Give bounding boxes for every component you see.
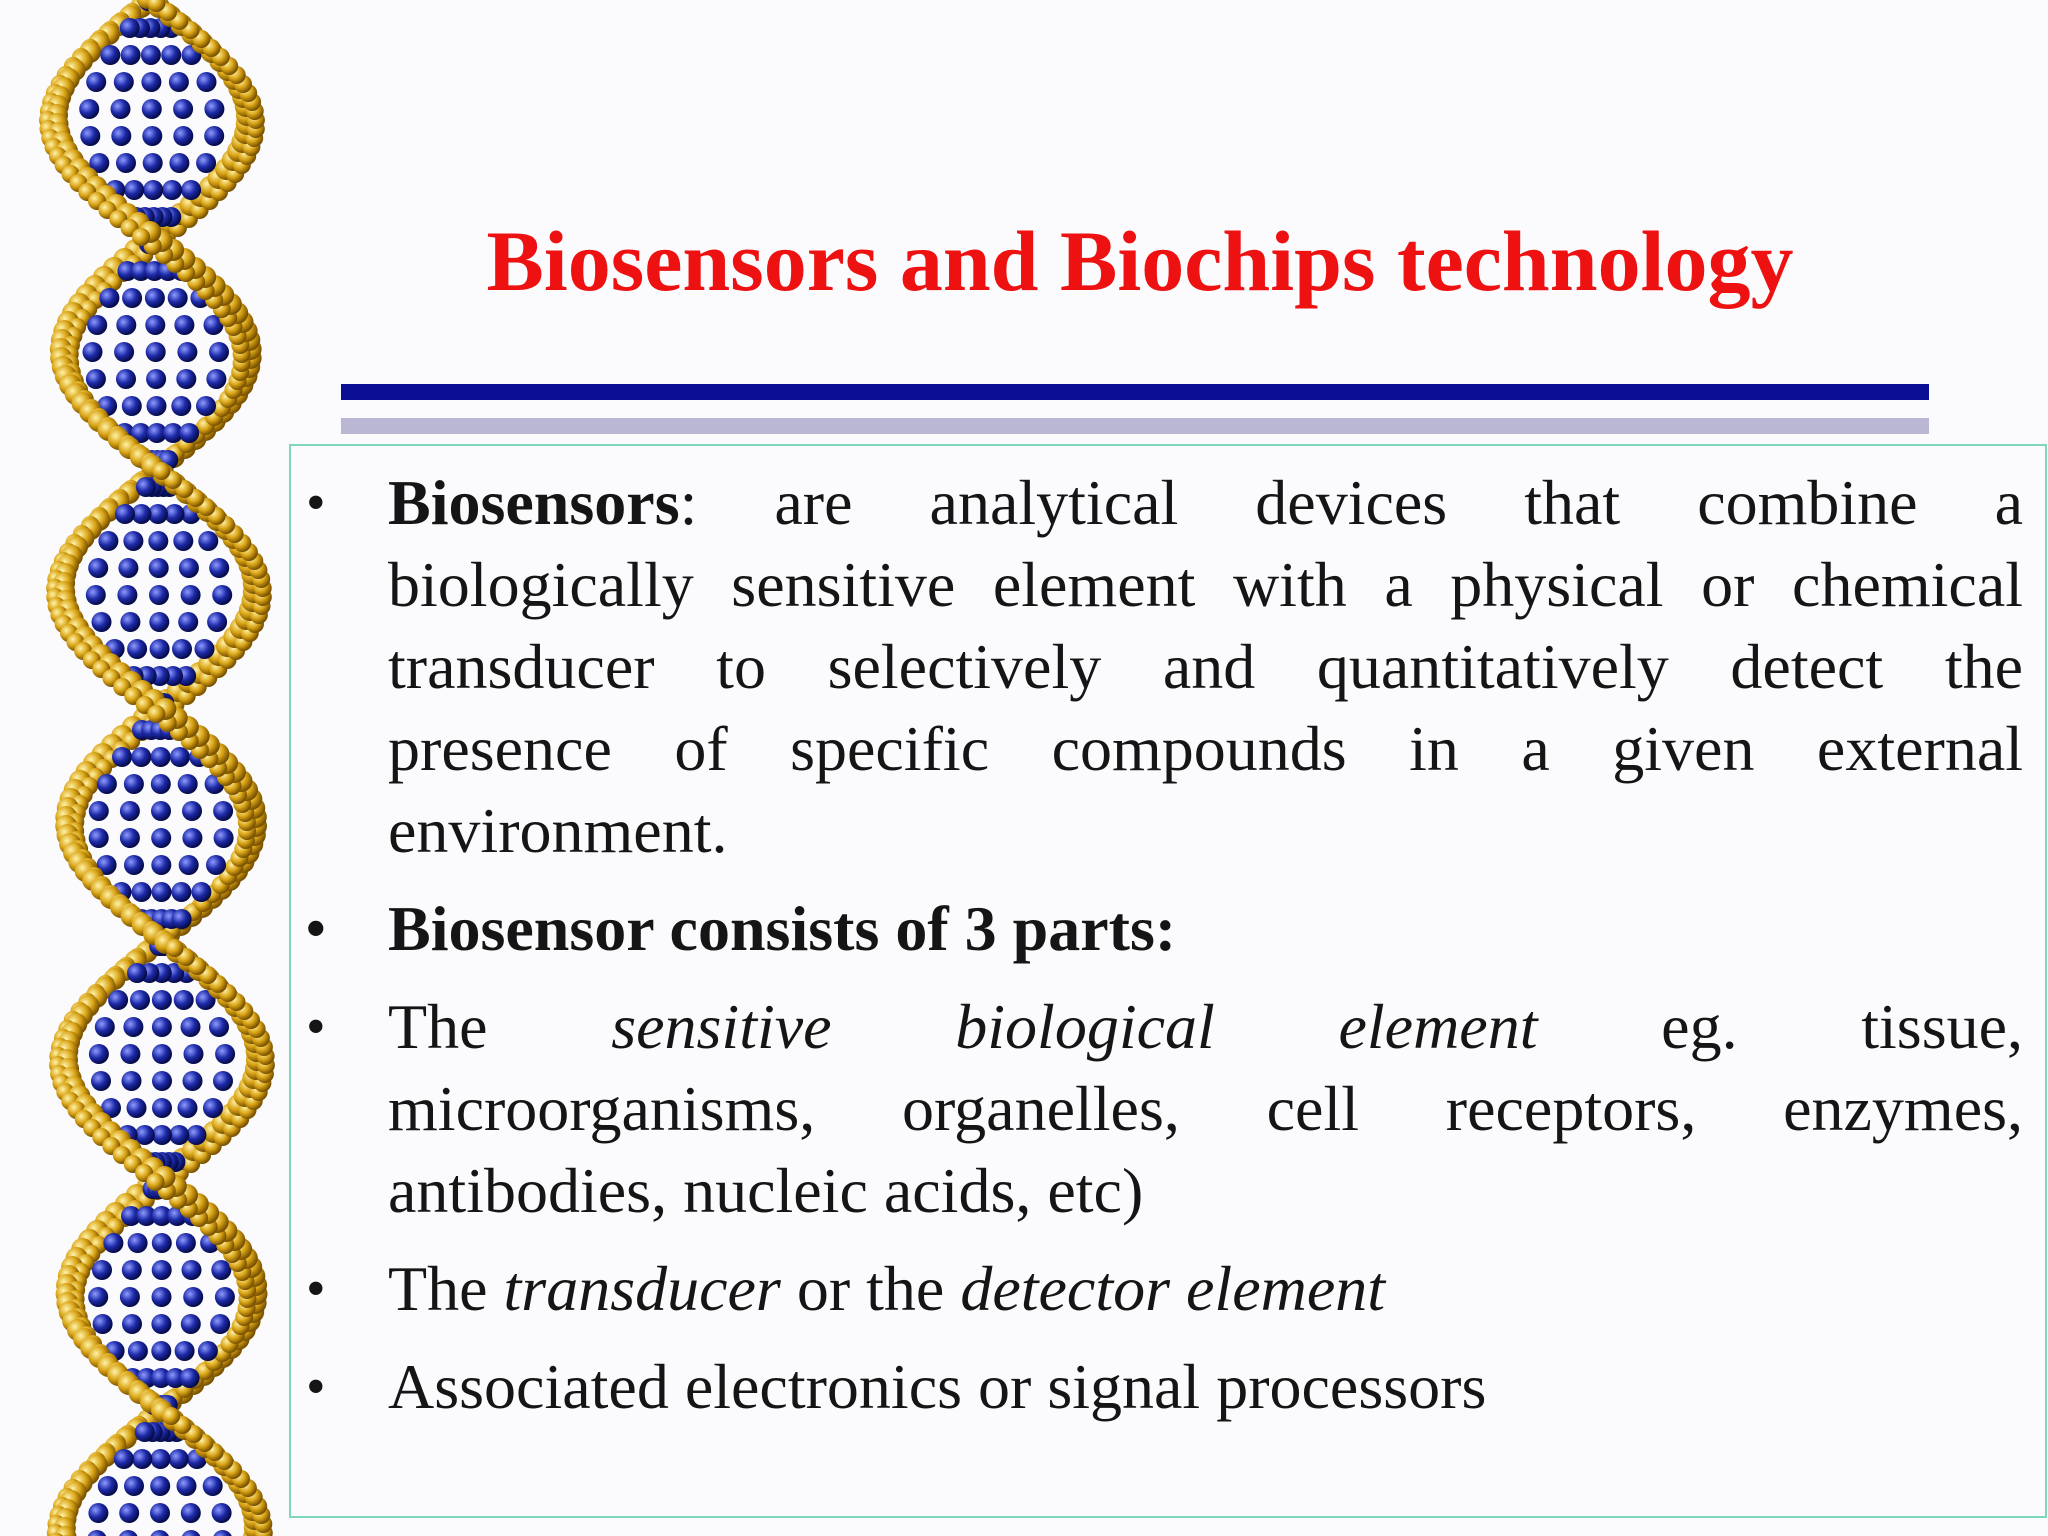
definition-line-1: are analytical devices that combine a <box>774 467 2023 538</box>
dna-atom <box>182 828 202 848</box>
dna-atom <box>131 747 151 767</box>
dna-atom <box>112 747 132 767</box>
slide-title: Biosensors and Biochips technology <box>486 213 1794 309</box>
dna-atom <box>124 1476 144 1496</box>
title-underline-dark <box>341 384 1929 400</box>
dna-atom <box>99 288 119 308</box>
dna-atom <box>215 1287 235 1307</box>
dna-atom <box>197 72 217 92</box>
dna-atom <box>195 639 215 659</box>
dna-atom <box>176 369 196 389</box>
dna-atom <box>204 99 224 119</box>
dna-atom <box>166 939 184 957</box>
dna-atom <box>183 1287 203 1307</box>
dna-atom <box>108 990 128 1010</box>
dna-atom <box>173 99 193 119</box>
dna-atom <box>122 396 142 416</box>
dna-atom <box>86 585 106 605</box>
dna-atom <box>124 180 144 200</box>
dna-atom <box>179 855 199 875</box>
dna-atom <box>152 1233 172 1253</box>
dna-atom <box>213 1530 233 1536</box>
dna-atom <box>151 1314 171 1334</box>
dna-atom <box>169 1125 189 1145</box>
bio-examples-1: eg. tissue, <box>1661 991 2024 1062</box>
dna-atom <box>151 747 171 767</box>
term-biosensors: Biosensors <box>388 467 680 538</box>
dna-atom <box>181 180 201 200</box>
dna-atom <box>120 801 140 821</box>
dna-atom <box>114 1449 134 1469</box>
dna-atom <box>172 639 192 659</box>
dna-atom <box>161 45 181 65</box>
dna-atom <box>184 1044 204 1064</box>
definition-line-4: presence of specific compounds in a given external <box>388 713 2023 784</box>
dna-atom <box>181 1017 201 1037</box>
dna-atom <box>196 396 216 416</box>
dna-atom <box>152 1098 172 1118</box>
transducer-the: The <box>388 1253 488 1324</box>
dna-atom <box>152 1125 172 1145</box>
dna-atom <box>169 1449 189 1469</box>
dna-atom <box>127 963 147 983</box>
dna-atom <box>103 1233 123 1253</box>
dna-atom <box>111 99 131 119</box>
dna-atom <box>162 1407 180 1425</box>
dna-atom <box>181 1530 201 1536</box>
bio-element: element <box>1338 991 1538 1062</box>
dna-atom <box>214 828 234 848</box>
dna-atom <box>141 45 161 65</box>
dna-atom <box>173 531 193 551</box>
transducer-term: transducer <box>503 1253 781 1324</box>
dna-atom <box>174 315 194 335</box>
bio-examples-2: microorganisms, organelles, cell receptors, enzymes, <box>388 1073 2023 1144</box>
definition-line-5: environment. <box>388 795 728 866</box>
dna-atom <box>123 531 143 551</box>
dna-atom <box>168 288 188 308</box>
dna-atom <box>213 1071 233 1091</box>
dna-atom <box>79 99 99 119</box>
dna-atom <box>141 72 161 92</box>
dna-atom <box>152 882 172 902</box>
dna-atom <box>149 585 169 605</box>
dna-atom <box>123 1017 143 1037</box>
dna-atom <box>120 612 140 632</box>
dna-atom <box>152 1287 172 1307</box>
dna-atom <box>87 315 107 335</box>
dna-atom <box>152 1071 172 1091</box>
dna-atom <box>93 1314 113 1334</box>
dna-atom <box>151 855 171 875</box>
definition-line-3: transducer to selectively and quantitatively detect the <box>388 631 2023 702</box>
dna-atom <box>92 612 112 632</box>
dna-atom <box>151 774 171 794</box>
dna-atom <box>122 1314 142 1334</box>
dna-atom <box>88 1503 108 1523</box>
dna-atom <box>128 1341 148 1361</box>
detector-element-term: detector element <box>960 1253 1385 1324</box>
dna-atom <box>172 909 192 929</box>
dna-atom <box>179 558 199 578</box>
dna-atom <box>203 1476 223 1496</box>
dna-atom <box>183 1071 203 1091</box>
dna-atom <box>152 1017 172 1037</box>
dna-atom <box>204 126 224 146</box>
dna-atom <box>191 882 211 902</box>
dna-atom <box>171 882 191 902</box>
dna-atom <box>151 1341 171 1361</box>
dna-atom <box>151 1449 171 1469</box>
dna-atom <box>147 396 167 416</box>
dna-atom <box>89 801 109 821</box>
dna-atom <box>116 315 136 335</box>
dna-atom <box>146 369 166 389</box>
dna-atom <box>178 1098 198 1118</box>
dna-atom <box>150 639 170 659</box>
dna-atom <box>150 1476 170 1496</box>
term-colon: : <box>679 467 698 538</box>
dna-atom <box>181 585 201 605</box>
dna-atom <box>142 99 162 119</box>
dna-atom <box>128 1233 148 1253</box>
transducer-or-the: or the <box>796 1253 945 1324</box>
dna-atom <box>182 801 202 821</box>
dna-atom <box>209 558 229 578</box>
dna-atom <box>120 18 140 38</box>
dna-atom <box>181 1314 201 1334</box>
dna-atom <box>122 1071 142 1091</box>
dna-atom <box>177 342 197 362</box>
dna-atom <box>196 153 216 173</box>
dna-atom <box>135 1422 155 1442</box>
dna-atom <box>89 1044 109 1064</box>
dna-atom <box>173 126 193 146</box>
dna-atom <box>127 639 147 659</box>
dna-atom <box>210 1314 230 1334</box>
bio-examples-3: antibodies, nucleic acids, etc) <box>388 1155 1144 1226</box>
bullet-three-parts: • Biosensor consists of 3 parts: <box>388 888 2023 970</box>
bullet-list <box>388 462 2023 1444</box>
dna-atom <box>143 180 163 200</box>
dna-atom <box>171 396 191 416</box>
dna-atom <box>212 585 232 605</box>
dna-atom <box>143 153 163 173</box>
bio-the: The <box>388 991 488 1062</box>
dna-atom <box>114 342 134 362</box>
dna-atom <box>149 558 169 578</box>
dna-atom <box>151 828 171 848</box>
dna-atom <box>178 612 198 632</box>
dna-atom <box>87 1530 107 1536</box>
dna-atom <box>117 585 137 605</box>
dna-atom <box>186 1125 206 1145</box>
dna-atom <box>88 558 108 578</box>
dna-atom <box>83 342 103 362</box>
dna-atom <box>132 882 152 902</box>
dna-atom <box>176 1233 196 1253</box>
dna-atom <box>206 369 226 389</box>
dna-atom <box>130 990 150 1010</box>
dna-atom <box>215 1044 235 1064</box>
dna-atom <box>151 801 171 821</box>
title-underline-light <box>341 418 1929 434</box>
dna-atom <box>142 126 162 146</box>
dna-atom <box>86 369 106 389</box>
dna-atom <box>203 1098 223 1118</box>
dna-atom <box>178 774 198 794</box>
dna-atom <box>180 1368 200 1388</box>
dna-atom <box>124 855 144 875</box>
dna-atom <box>80 126 100 146</box>
dna-atom <box>206 855 226 875</box>
dna-atom <box>150 1530 170 1536</box>
dna-atom <box>198 1341 218 1361</box>
dna-atom <box>148 531 168 551</box>
dna-atom <box>170 747 190 767</box>
dna-atom <box>149 612 169 632</box>
dna-atom <box>88 1287 108 1307</box>
dna-atom <box>127 1098 147 1118</box>
dna-atom <box>95 1017 115 1037</box>
dna-atom <box>111 126 131 146</box>
dna-atom <box>116 369 136 389</box>
dna-atom <box>124 774 144 794</box>
dna-atom <box>119 1503 139 1523</box>
dna-atom <box>114 72 134 92</box>
bio-biological: biological <box>955 991 1215 1062</box>
dna-atom <box>152 1260 172 1280</box>
dna-atom <box>147 705 165 723</box>
dna-atom <box>97 774 117 794</box>
bullet-electronics: • Associated electronics or signal processors <box>388 1346 2023 1428</box>
definition-line-2: biologically sensitive element with a physical or chemical <box>388 549 2023 620</box>
dna-atom <box>162 180 182 200</box>
dna-atom <box>92 1260 112 1280</box>
dna-atom <box>120 1287 140 1307</box>
dna-atom <box>145 288 165 308</box>
dna-atom <box>116 153 136 173</box>
dna-atom <box>122 288 142 308</box>
dna-atom <box>179 423 199 443</box>
dna-atom <box>132 1449 152 1469</box>
dna-atom <box>136 477 156 497</box>
dna-atom <box>98 1476 118 1496</box>
dna-atom <box>122 1260 142 1280</box>
dna-atom <box>152 990 172 1010</box>
dna-atom <box>120 1044 140 1064</box>
bullet-transducer <box>388 1248 2023 1330</box>
dna-atom <box>150 1503 170 1523</box>
dna-atom <box>86 72 106 92</box>
dna-atom <box>181 1503 201 1523</box>
dna-atom <box>100 45 120 65</box>
dna-atom <box>169 72 189 92</box>
bio-sensitive: sensitive <box>611 991 832 1062</box>
dna-atom <box>118 1530 138 1536</box>
dna-atom <box>209 1017 229 1037</box>
dna-atom <box>132 228 150 246</box>
bullet-biosensors-definition <box>388 462 2023 872</box>
dna-atom <box>198 531 218 551</box>
dna-atom <box>152 1044 172 1064</box>
dna-atom <box>211 1260 231 1280</box>
dna-atom <box>209 342 229 362</box>
dna-atom <box>120 828 140 848</box>
dna-atom <box>121 45 141 65</box>
dna-atom <box>98 531 118 551</box>
dna-atom <box>174 990 194 1010</box>
dna-atom <box>175 1341 195 1361</box>
dna-atom <box>182 1260 202 1280</box>
dna-atom <box>212 1503 232 1523</box>
dna-atom <box>147 1173 165 1191</box>
dna-atom <box>207 612 227 632</box>
dna-atom <box>115 504 135 524</box>
dna-atom <box>177 1476 197 1496</box>
dna-atom <box>145 315 165 335</box>
bullet-biological-element <box>388 986 2023 1232</box>
dna-atom <box>152 462 170 480</box>
dna-atom <box>213 801 233 821</box>
dna-atom <box>146 342 166 362</box>
dna-atom <box>89 828 109 848</box>
dna-atom <box>169 153 189 173</box>
dna-atom <box>118 558 138 578</box>
dna-atom <box>91 1071 111 1091</box>
